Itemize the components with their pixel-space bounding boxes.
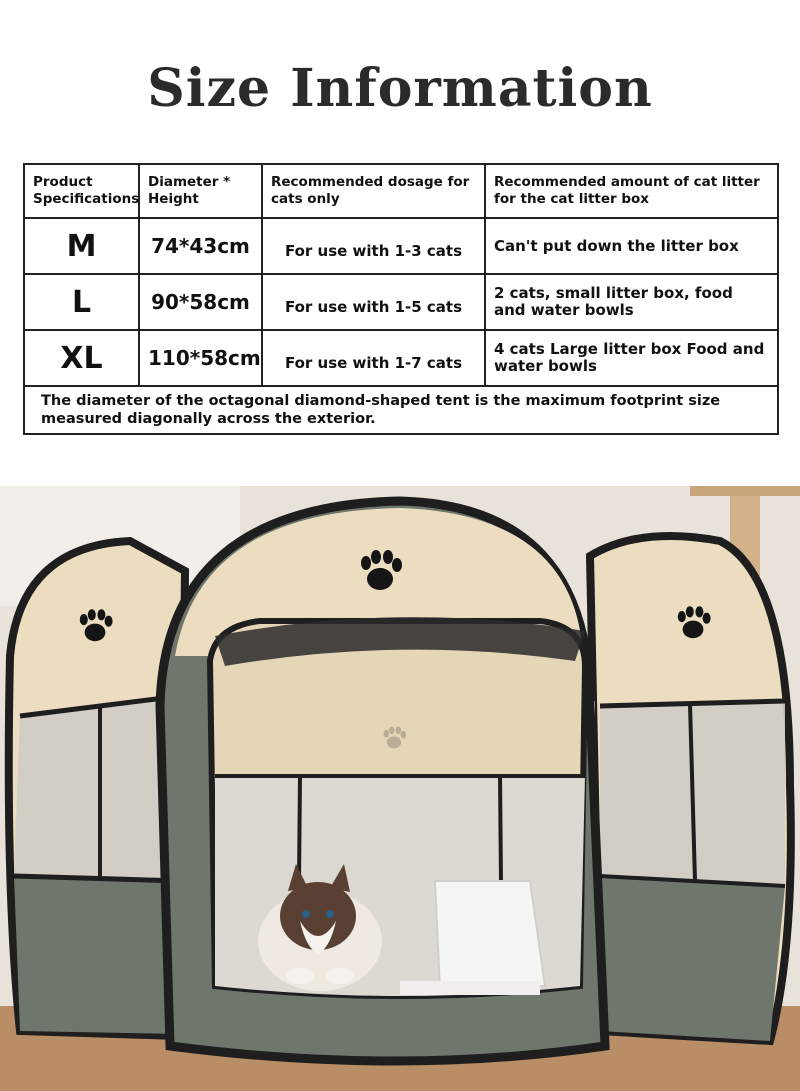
tent-photo xyxy=(0,486,800,1091)
dosage-value: For use with 1-7 cats xyxy=(262,330,485,386)
shelf xyxy=(690,486,800,496)
dimensions-value: 90*58cm xyxy=(139,274,262,330)
dimensions-value: 110*58cm xyxy=(139,330,262,386)
size-label: M xyxy=(24,218,139,274)
size-label: XL xyxy=(24,330,139,386)
table-note: The diameter of the octagonal diamond-shaped tent is the maximum footprint size measured diagonally across the exterior. xyxy=(24,386,778,434)
litter-value: Can't put down the litter box xyxy=(485,218,778,274)
dimensions-value: 74*43cm xyxy=(139,218,262,274)
table-note-row xyxy=(24,386,778,434)
header-diameter-height: Diameter * Height xyxy=(139,164,262,218)
table-row xyxy=(24,330,778,386)
page-title: Size Information xyxy=(147,58,653,119)
table-header-row xyxy=(24,164,778,218)
dosage-value: For use with 1-3 cats xyxy=(262,218,485,274)
litter-box xyxy=(435,881,545,991)
table-row xyxy=(24,218,778,274)
litter-value: 4 cats Large litter box Food and water bowls xyxy=(485,330,778,386)
table-row xyxy=(24,274,778,330)
size-table xyxy=(23,163,779,435)
size-label: L xyxy=(24,274,139,330)
tent-floor-mat xyxy=(400,981,540,995)
header-product-specifications: Product Specifications xyxy=(24,164,139,218)
litter-value: 2 cats, small litter box, food and water bowls xyxy=(485,274,778,330)
dosage-value: For use with 1-5 cats xyxy=(262,274,485,330)
header-recommended-dosage: Recommended dosage for cats only xyxy=(262,164,485,218)
header-litter-amount: Recommended amount of cat litter for the cat litter box xyxy=(485,164,778,218)
